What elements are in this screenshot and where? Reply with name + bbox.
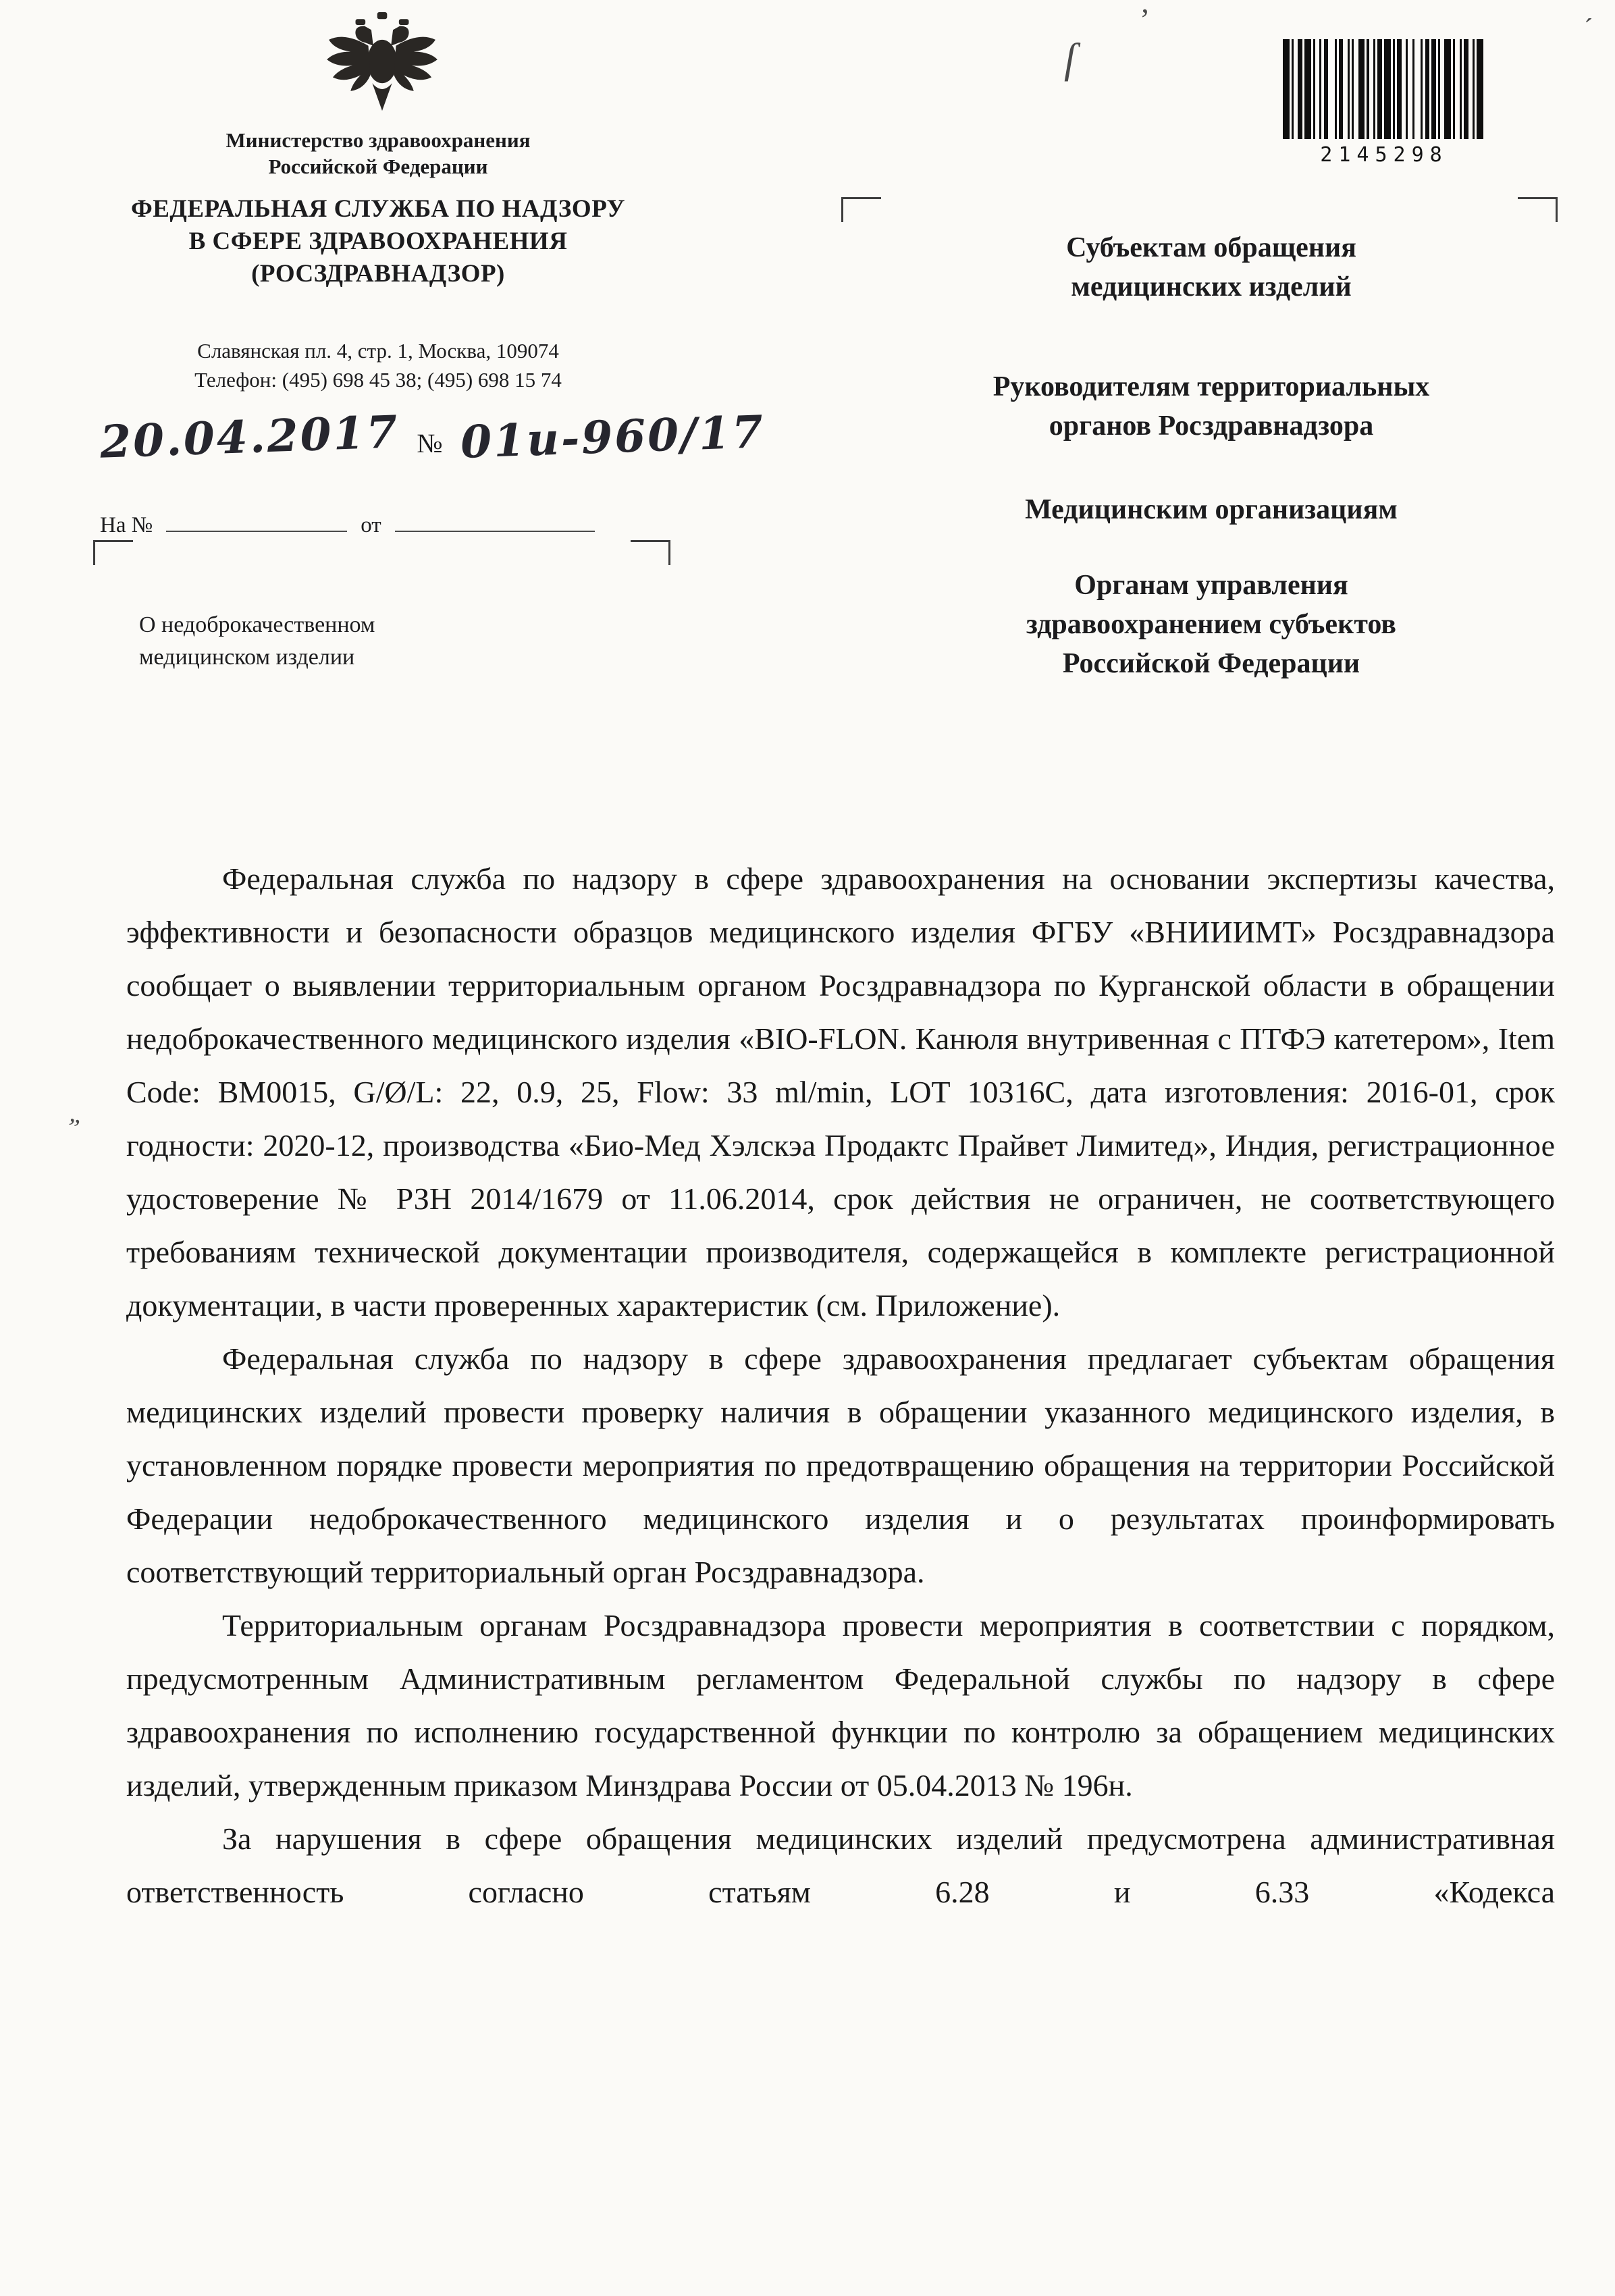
corner-mark xyxy=(93,540,133,565)
letter-body xyxy=(126,852,1555,1919)
recipient-line: органов Росздравнадзора xyxy=(1049,410,1374,442)
recipient-line: Российской Федерации xyxy=(1062,648,1360,679)
number-sign: № xyxy=(417,428,443,458)
recipient-subjects xyxy=(895,228,1527,306)
recipient-territorial-heads xyxy=(895,367,1527,446)
body-paragraph: Территориальным органам Росздравнадзора провести мероприятия в соответствии с порядком, предусмотренным Административным регламентом Федеральной службы по надзору в сфере здравоохранения по исполнению государственной функции по контролю за обращением медицинских изделий, утвержденным приказом Минздрава России от 05.04.2013 № 196н. xyxy=(126,1608,1555,1803)
corner-mark xyxy=(841,197,881,222)
corner-mark xyxy=(631,540,670,565)
handwritten-number: 01и-960/17 xyxy=(459,405,766,469)
agency-line: В СФЕРЕ ЗДРАВООХРАНЕНИЯ xyxy=(188,228,568,255)
handwritten-date: 20.04.2017 xyxy=(99,405,400,469)
phone-line: Телефон: (495) 698 45 38; (495) 698 15 74 xyxy=(194,368,562,392)
subject-line: медицинском изделии xyxy=(139,645,355,670)
agency-address xyxy=(115,336,641,394)
barcode xyxy=(1283,39,1485,139)
scan-artifact: ſ xyxy=(1064,36,1076,82)
scan-artifact: ´ xyxy=(1584,13,1593,43)
coat-of-arms-icon xyxy=(323,12,442,115)
recipient-line: Органам управления xyxy=(1074,570,1348,601)
ministry-line: Министерство здравоохранения xyxy=(226,128,531,152)
subject-block xyxy=(139,609,612,674)
corner-mark xyxy=(1518,197,1558,222)
ref-ot-label: от xyxy=(361,513,381,537)
barcode-number: 2145298 xyxy=(1320,143,1448,167)
recipient-health-authorities xyxy=(895,566,1527,683)
body-paragraph: Федеральная служба по надзору в сфере здравоохранения на основании экспертизы качества, эффективности и безопасности образцов медицинского изделия ФГБУ «ВНИИИМТ» Росздравнадзора сообщает о выявлении территориальным органом Росздравнадзора по Курганской области в обращении недоброкачественного медицинского изделия «BIO-FLON. Канюля внутривенная с ПТФЭ катетером», Item Code: BM0015, G/Ø/L: 22, 0.9, 25, Flow: 33 ml/min, LOT 10316C, дата изготовления: 2016-01, срок годности: 2020-12, производства «Био-Мед Хэлскэа Продактс Прайвет Лимитед», Индия, регистрационное удостоверение № РЗН 2014/1679 от 11.06.2014, срок действия не ограничен, не соответствующего требованиям технической документации производителя, содержащейся в комплекте регистрационной документации, в части проверенных характеристик (см. Приложение). xyxy=(126,861,1555,1323)
reference-row xyxy=(100,510,708,538)
agency-line: ФЕДЕРАЛЬНАЯ СЛУЖБА ПО НАДЗОРУ xyxy=(130,195,626,223)
outgoing-number-row xyxy=(99,405,766,469)
ref-number-blank xyxy=(166,510,347,532)
recipient-line: медицинских изделий xyxy=(1071,271,1352,302)
recipient-line: Руководителям территориальных xyxy=(992,371,1430,402)
recipient-line: Медицинским организациям xyxy=(1025,494,1398,525)
agency-name xyxy=(81,193,675,290)
recipient-medical-organizations xyxy=(895,490,1527,529)
recipient-line: Субъектам обращения xyxy=(1066,232,1356,263)
subject-line: О недоброкачественном xyxy=(139,612,375,637)
address-line: Славянская пл. 4, стр. 1, Москва, 109074 xyxy=(197,339,559,363)
ministry-line: Российской Федерации xyxy=(268,155,488,178)
ministry-name xyxy=(115,127,641,180)
ref-date-blank xyxy=(395,510,595,532)
scan-artifact: ’ xyxy=(1140,2,1150,36)
scan-artifact: ” xyxy=(64,1113,82,1144)
ref-na-label: На № xyxy=(100,513,153,537)
recipient-line: здравоохранением субъектов xyxy=(1026,609,1396,640)
body-paragraph: За нарушения в сфере обращения медицинских изделий предусмотрена административная ответственность согласно статьям 6.28 и 6.33 «Кодекса xyxy=(126,1821,1555,1909)
body-paragraph: Федеральная служба по надзору в сфере здравоохранения предлагает субъектам обращения медицинских изделий провести проверку наличия в обращении указанного медицинского изделия, в установленном порядке провести мероприятия по предотвращению обращения на территории Российской Федерации недоброкачественного медицинского изделия и о результатах проинформировать соответствующий территориальный орган Росздравнадзора. xyxy=(126,1341,1555,1589)
agency-line: (РОСЗДРАВНАДЗОР) xyxy=(251,260,505,288)
